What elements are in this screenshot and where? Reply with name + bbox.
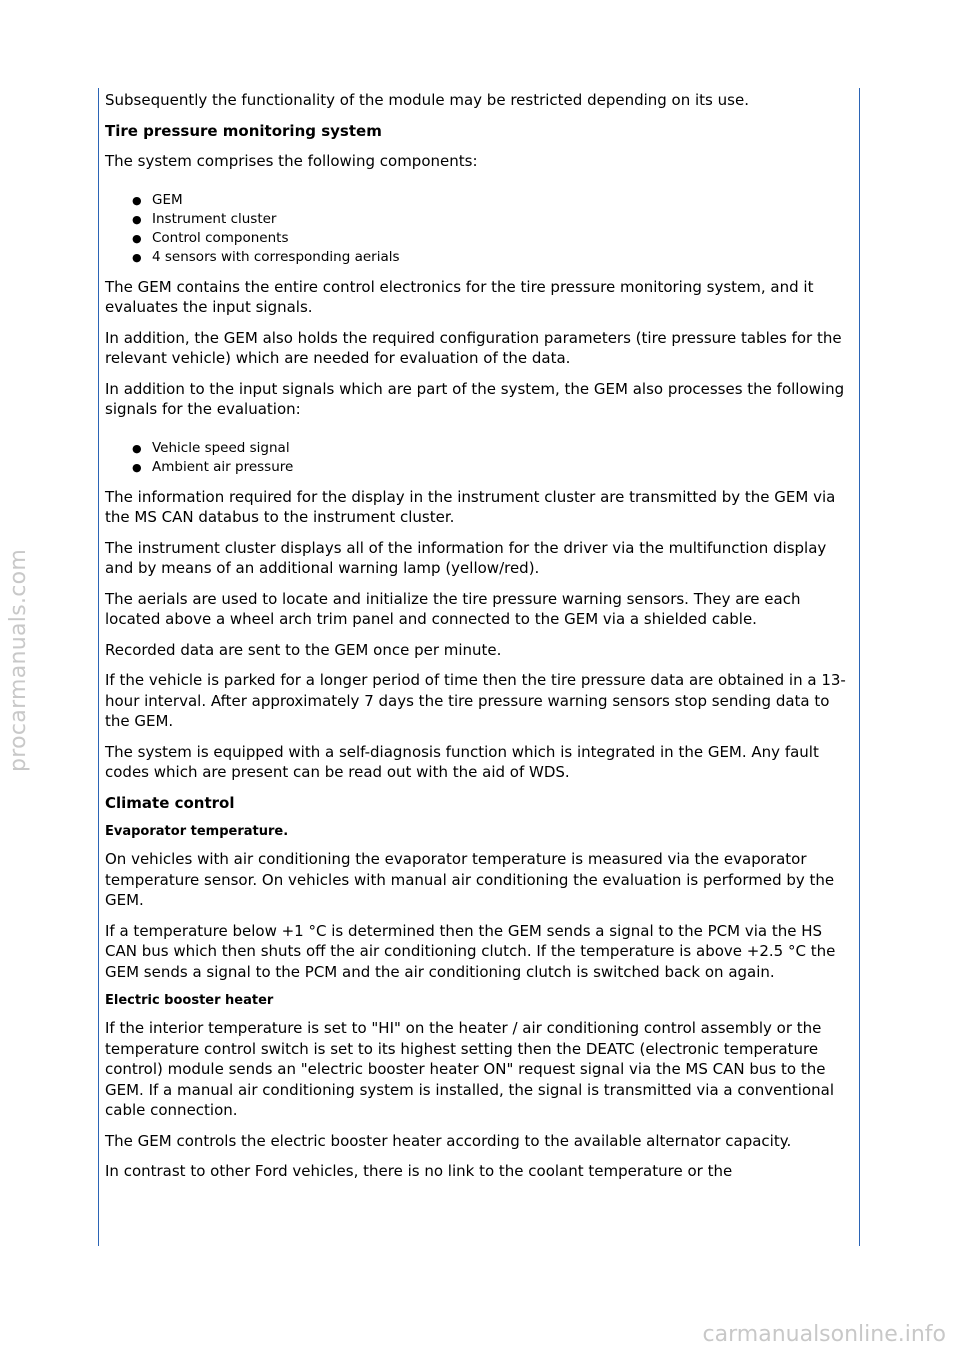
intro-paragraph: Subsequently the functionality of the module may be restricted depending on its use.	[105, 91, 749, 109]
tpms-paragraph-5: The instrument cluster displays all of the information for the driver via the multifunction display and by means of an additional warning lamp (yellow/red).	[105, 538, 827, 577]
list-item	[132, 458, 857, 477]
section-heading-tpms: Tire pressure monitoring system	[105, 121, 382, 140]
subheading-booster-heater: Electric booster heater	[105, 993, 274, 1008]
list-item	[132, 248, 857, 267]
tpms-paragraph-6: The aerials are used to locate and initialize the tire pressure warning sensors. They are each located above a wheel arch trim panel and connected to the GEM via a shielded cable.	[105, 589, 801, 628]
section-heading-climate: Climate control	[105, 793, 235, 812]
tpms-paragraph-7: Recorded data are sent to the GEM once per minute.	[105, 640, 502, 659]
tpms-paragraph-3: In addition to the input signals which are part of the system, the GEM also processes the following signals for the evaluation:	[105, 379, 845, 418]
left-margin-rule	[98, 88, 99, 1246]
bullet-icon: ●	[132, 231, 142, 245]
tpms-components-list	[105, 182, 857, 267]
bullet-icon: ●	[132, 193, 142, 207]
bullet-icon: ●	[132, 212, 142, 226]
tpms-paragraph-4: The information required for the display in the instrument cluster are transmitted by the GEM via the MS CAN databus to the instrument cluster.	[105, 487, 836, 526]
list-item-text: GEM	[152, 191, 183, 208]
watermark-bottom: carmanualsonline.info	[702, 1322, 946, 1347]
list-item-text: Ambient air pressure	[152, 458, 294, 475]
subheading-evaporator: Evaporator temperature.	[105, 824, 289, 839]
watermark-side: procarmanuals.com	[6, 548, 31, 772]
list-item	[132, 191, 857, 210]
evaporator-paragraph-1: On vehicles with air conditioning the evaporator temperature is measured via the evaporator temperature sensor. On vehicles with manual air conditioning the evaluation is performed by the GEM.	[105, 850, 835, 909]
list-item-text: Instrument cluster	[152, 210, 277, 227]
booster-paragraph-1: If the interior temperature is set to "HI" on the heater / air conditioning control assembly or the temperature control switch is set to its highest setting then the DEATC (electronic temperature control) module sends an "electric booster heater ON" request signal via the MS CAN bus to the GEM. If a manual air conditioning system is installed, the signal is transmitted via a conventional cable connection.	[105, 1019, 834, 1119]
tpms-components-intro: The system comprises the following components:	[105, 152, 478, 170]
booster-paragraph-3: In contrast to other Ford vehicles, there is no link to the coolant temperature or the	[105, 1162, 733, 1180]
tpms-paragraph-1: The GEM contains the entire control electronics for the tire pressure monitoring system, and it evaluates the input signals.	[105, 277, 814, 316]
document-body	[105, 90, 857, 1192]
bullet-icon: ●	[132, 460, 142, 474]
booster-paragraph-2: The GEM controls the electric booster heater according to the available alternator capacity.	[105, 1131, 792, 1150]
bullet-icon: ●	[132, 441, 142, 455]
evaporator-paragraph-2: If a temperature below +1 °C is determined then the GEM sends a signal to the PCM via the HS CAN bus which then shuts off the air conditioning clutch. If the temperature is above +2.5 °C the GEM sends a signal to the PCM and the air conditioning clutch is switched back on again.	[105, 921, 836, 981]
list-item-text: Vehicle speed signal	[152, 439, 290, 456]
tpms-paragraph-9: The system is equipped with a self-diagnosis function which is integrated in the GEM. Any fault codes which are present can be read out with the aid of WDS.	[105, 742, 819, 781]
list-item-text: Control components	[152, 229, 289, 246]
right-margin-rule	[859, 88, 860, 1246]
list-item	[132, 439, 857, 458]
tpms-paragraph-8: If the vehicle is parked for a longer period of time then the tire pressure data are obtained in a 13-hour interval. After approximately 7 days the tire pressure warning sensors stop sending data to the GEM.	[105, 671, 846, 730]
tpms-paragraph-2: In addition, the GEM also holds the required configuration parameters (tire pressure tables for the relevant vehicle) which are needed for evaluation of the data.	[105, 328, 842, 367]
tpms-signals-list	[105, 430, 857, 477]
bullet-icon: ●	[132, 250, 142, 264]
list-item	[132, 210, 857, 229]
list-item	[132, 229, 857, 248]
list-item-text: 4 sensors with corresponding aerials	[152, 248, 400, 265]
